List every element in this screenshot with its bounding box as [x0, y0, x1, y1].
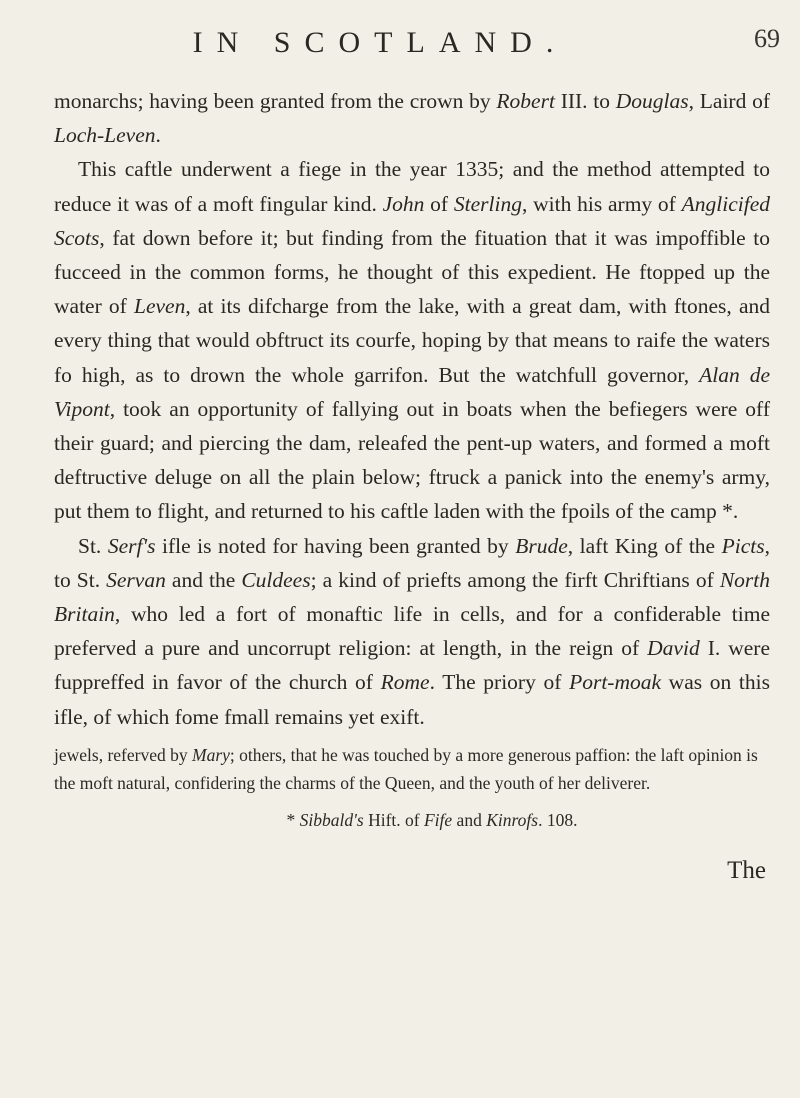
running-head: IN SCOTLAND.: [192, 26, 568, 59]
catchword: The: [727, 857, 766, 884]
footnote-continued: jewels, referved by Mary; others, that he was touched by a more generous paffion: the laft opinion is the moft natural, confidering the charms of the Queen, and the youth of her deliverer.: [54, 745, 758, 793]
footnotes: [54, 742, 770, 835]
paragraph-1: monarchs; having been granted from the crown by Robert III. to Douglas, Laird of Loch-Leven.: [54, 89, 770, 148]
body-text: [54, 84, 770, 734]
page-number: 69: [754, 24, 780, 53]
paragraph-3: St. Serf's ifle is noted for having been granted by Brude, laft King of the Picts, to St. Servan and the Culdees; a kind of priefts among the firft Chriftians of North Britain, who led a fort of monaftic life in cells, and for a confiderable time preferved a pure and uncorrupt religion: at length, in the reign of David I. were fuppreffed in favor of the church of Rome. The priory of Port-moak was on this ifle, of which fome fmall remains yet exift.: [54, 533, 770, 729]
footnote-star: * Sibbald's Hift. of Fife and Kinrofs. 108.: [286, 810, 578, 830]
paragraph-2: This caftle underwent a fiege in the year 1335; and the method attempted to reduce it was of a moft fingular kind. John of Sterling, with his army of Anglicifed Scots, fat down before it; but finding from the fituation that it was impoffible to fucceed in the common forms, he thought of this expedient. He ftopped up the water of Leven, at its difcharge from the lake, with a great dam, with ftones, and every thing that would obftruct its courfe, hoping by that means to raife the waters fo high, as to drown the whole garrifon. But the watchfull governor, Alan de Vipont, took an opportunity of fallying out in boats when the befiegers were off their guard; and piercing the dam, releafed the pent-up waters, and formed a moft deftructive deluge on all the plain below; ftruck a panick into the enemy's army, put them to flight, and returned to his caftle laden with the fpoils of the camp *.: [54, 157, 771, 524]
